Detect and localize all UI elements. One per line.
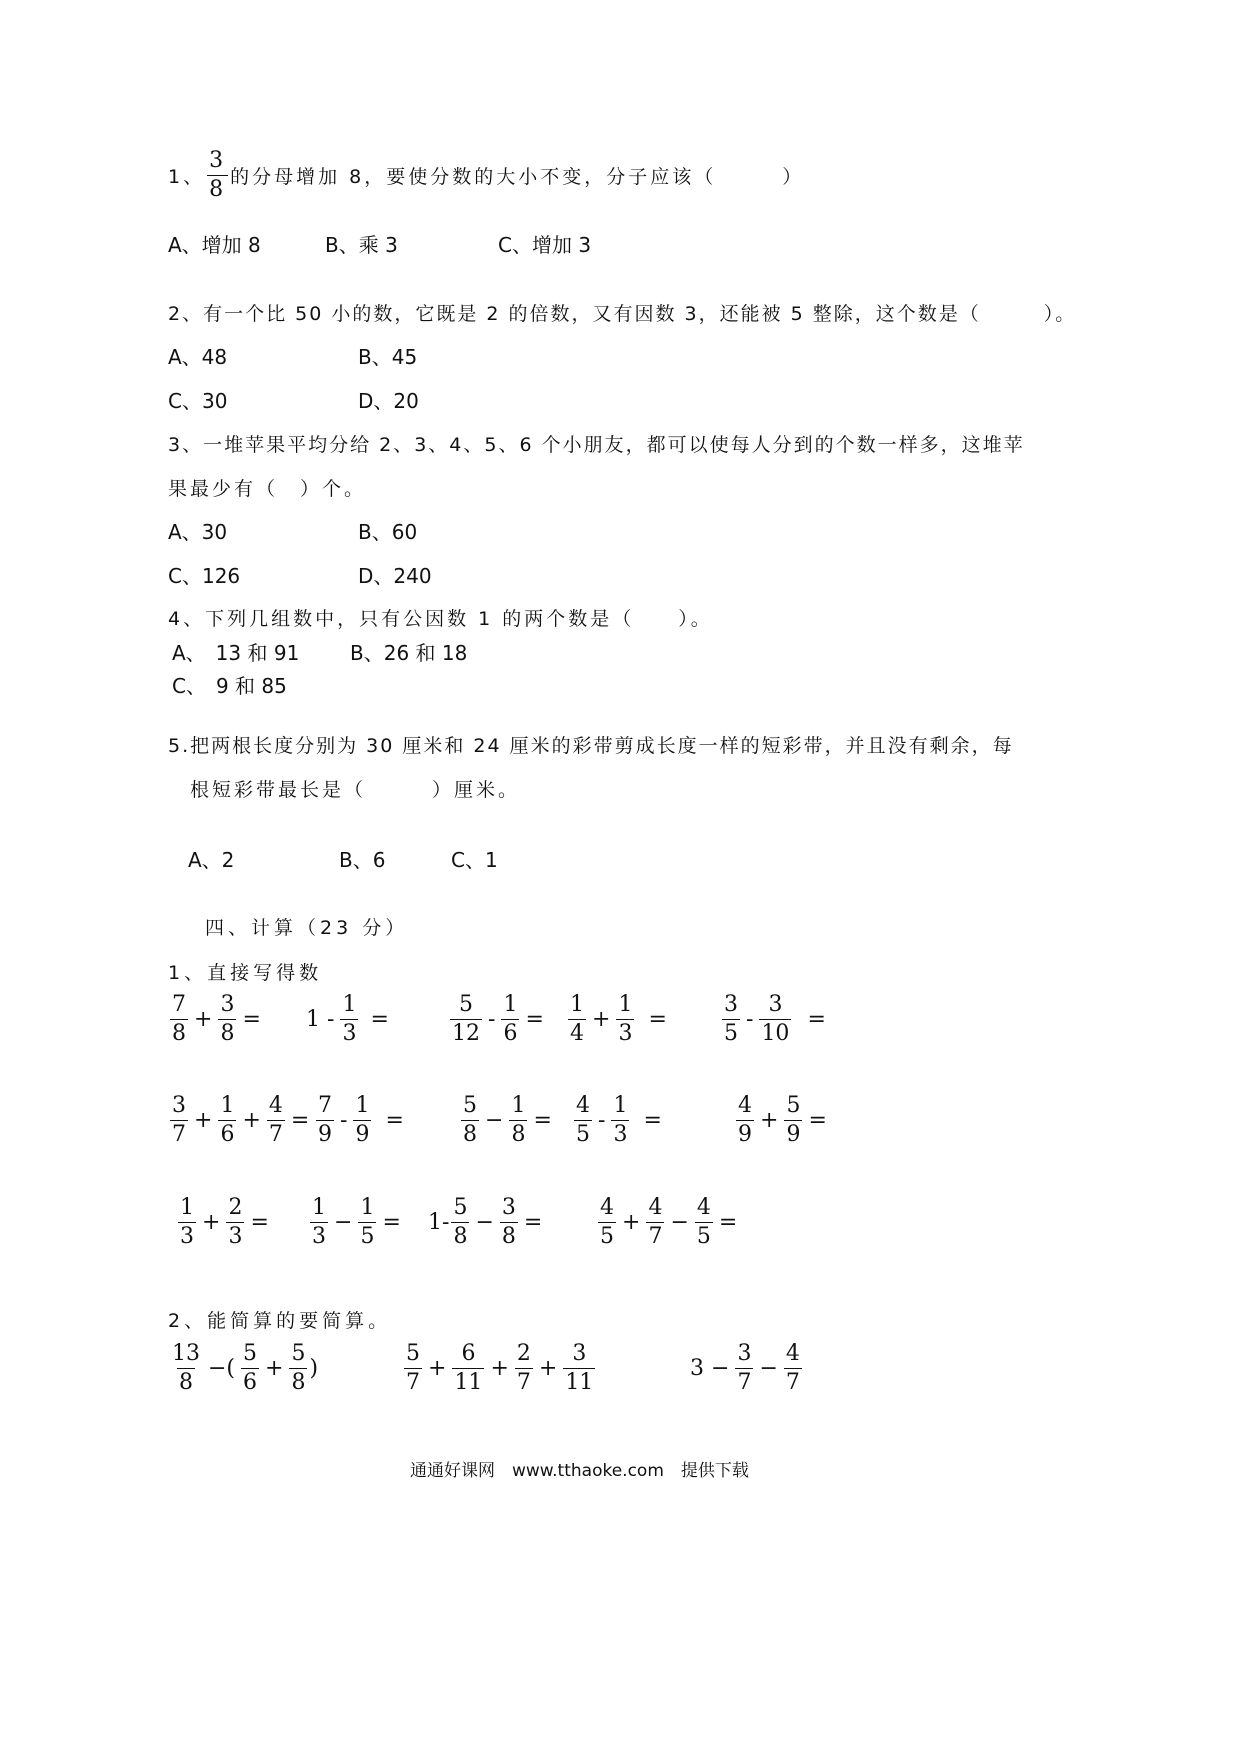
option-b: B、60 [358, 520, 418, 544]
calc-item: 1- $\frac{5}{8}$ − $\frac{3}{8}$ = [428, 1195, 543, 1249]
option-a: A、增加 8 [168, 233, 261, 257]
subsection-title-2: 2、能简算的要简算。 [168, 1310, 392, 1332]
question-5-line-1: 5.把两根长度分别为 30 厘米和 24 厘米的彩带剪成长度一样的短彩带，并且没有剩余，每 [168, 735, 1014, 757]
option-c: C、增加 3 [498, 233, 592, 257]
question-3-line-2: 果最少有（ ）个。 [168, 478, 367, 500]
calc-item: $\frac{7}{9}$ - $\frac{1}{9}$ = [318, 1093, 404, 1147]
calc-item: $\frac{7}{8}$ + $\frac{3}{8}$ = [172, 992, 261, 1046]
option-b: B、26 和 18 [350, 641, 468, 665]
calc-item: $\frac{1}{3}$ − $\frac{1}{5}$ = [312, 1195, 401, 1249]
question-number: 1、 [168, 166, 206, 188]
option-a: A、30 [168, 520, 228, 544]
option-a: A、48 [168, 345, 228, 369]
question-2: 2、有一个比 50 小的数，它既是 2 的倍数，又有因数 3，还能被 5 整除，这个数是（ ）。 [168, 303, 1077, 325]
option-c: C、 9 和 85 [172, 674, 287, 698]
subsection-title-1: 1、直接写得数 [168, 962, 323, 984]
question-5-line-2: 根短彩带最长是（ ）厘米。 [190, 779, 521, 801]
calc-item: $\frac{3}{7}$ + $\frac{1}{6}$ + $\frac{4}{7}$ = [172, 1093, 310, 1147]
question-1 [168, 150, 804, 201]
question-4: 4、下列几组数中，只有公因数 1 的两个数是（ ）。 [168, 608, 713, 630]
simplify-item: 3 − $\frac{3}{7}$ − $\frac{4}{7}$ [690, 1341, 800, 1395]
calc-item: $\frac{1}{3}$ + $\frac{2}{3}$ = [180, 1195, 269, 1249]
calc-item: $\frac{3}{5}$ - $\frac{3}{10}$ = [724, 992, 826, 1046]
question-3-line-1: 3、一堆苹果平均分给 2、3、4、5、6 个小朋友，都可以使每人分到的个数一样多，这堆苹 [168, 434, 1025, 456]
calc-item: 1 - $\frac{1}{3}$ = [306, 992, 389, 1046]
calc-item: $\frac{4}{5}$ + $\frac{4}{7}$ − $\frac{4}{5}$ = [600, 1195, 738, 1249]
calc-item: $\frac{5}{12}$ - $\frac{1}{6}$ = [452, 992, 544, 1046]
calc-item: $\frac{4}{9}$ + $\frac{5}{9}$ = [738, 1093, 827, 1147]
simplify-item: $\frac{5}{7}$ + $\frac{6}{11}$ + $\frac{2}{7}$ + $\frac{3}{11}$ [406, 1341, 594, 1395]
option-b: B、6 [339, 848, 386, 872]
footer: 通通好课网 www.tthaoke.com 提供下载 [410, 1461, 749, 1481]
option-c: C、1 [451, 848, 498, 872]
option-a: A、2 [188, 848, 235, 872]
simplify-item: $\frac{13}{8}$ −( $\frac{5}{6}$ + $\frac{5}{8}$ ) [172, 1341, 319, 1395]
option-d: D、20 [358, 389, 419, 413]
option-c: C、30 [168, 389, 228, 413]
option-b: B、45 [358, 345, 418, 369]
calc-item: $\frac{4}{5}$ - $\frac{1}{3}$ = [576, 1093, 662, 1147]
calc-item: $\frac{1}{4}$ + $\frac{1}{3}$ = [570, 992, 667, 1046]
option-b: B、乘 3 [325, 233, 398, 257]
option-c: C、126 [168, 564, 241, 588]
calc-item: $\frac{5}{8}$ − $\frac{1}{8}$ = [463, 1093, 552, 1147]
section-title: 四、计算（23 分） [205, 917, 409, 939]
option-a: A、 13 和 91 [172, 641, 300, 665]
option-d: D、240 [358, 564, 432, 588]
question-text: 的分母增加 8，要使分数的大小不变，分子应该（ ） [230, 166, 805, 188]
fraction: $\frac{3}{8}$ [209, 148, 227, 202]
